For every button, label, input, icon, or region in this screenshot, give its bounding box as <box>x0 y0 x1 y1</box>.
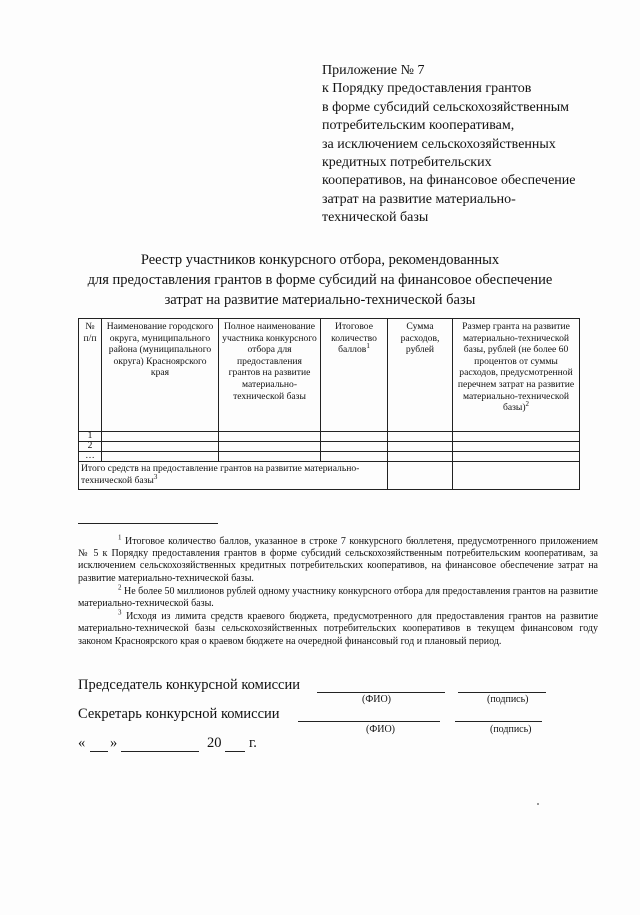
header-participant: Полное наименование участника конкурсного отбора для предоставления грантов на развитие материально-технической базы <box>219 319 321 432</box>
appendix-line: за исключением сельскохозяйственных <box>322 136 556 152</box>
appendix-line: Приложение № 7 <box>322 63 425 78</box>
table-cell <box>453 452 580 462</box>
footnote-mark-1: 1 <box>366 342 370 350</box>
secretary-signature-line <box>455 721 542 722</box>
date-year-prefix: 20 <box>207 735 222 751</box>
chairman-label: Председатель конкурсной комиссии <box>78 677 300 693</box>
table-row <box>79 432 580 442</box>
footnote-1: $^1$ Итоговое количество баллов, указанное в строке 7 конкурсного бюллетеня, предусмотренного приложением № 5 к Порядку предоставления грантов в форме субсидий сельскохозяйственным потребительским кооперативам, за исключением сельскохозяйственных кредитных потребительских кооперативов, на финансовое обеспечение затрат на развитие материально-технической базы. <box>78 533 599 584</box>
appendix-line: кооперативов, на финансовое обеспечение <box>322 173 576 189</box>
table-cell <box>102 442 219 452</box>
chairman-fio-line <box>317 692 445 693</box>
table-cell <box>388 462 453 490</box>
total-label: Итого средств на предоставление грантов на развитие материально-технической базы$^3$ <box>79 462 388 490</box>
table-cell <box>321 452 388 462</box>
footnote-3: $^3$ Исходя из лимита средств краевого бюджета, предусмотренного для предоставления грантов на развитие материально-технической базы сельскохозяйственных потребительских кооперативов в текущем финансовом году законом Красноярского края о краевом бюджете на очередной финансовый год и плановый период. <box>78 608 599 647</box>
secretary-fio-caption: (ФИО) <box>366 724 396 735</box>
header-expenses: Сумма расходов, рублей <box>388 319 453 432</box>
row-number: 2 <box>79 442 102 452</box>
table-cell <box>219 452 321 462</box>
chairman-signature-caption: (подпись) <box>487 694 529 705</box>
table-row <box>79 442 580 452</box>
registry-table <box>78 318 580 490</box>
table-cell <box>453 462 580 490</box>
document-title <box>60 250 580 310</box>
title-line: затрат на развитие материально-технической базы <box>164 292 476 308</box>
date-year-line <box>225 751 245 752</box>
table-cell <box>102 432 219 442</box>
table-total-row <box>79 462 580 490</box>
date-day-line <box>90 751 108 752</box>
header-score: Итоговое количество баллов$^1$ <box>321 319 388 432</box>
header-district: Наименование городского округа, муниципального района (муниципального округа) Красноярского края <box>102 319 219 432</box>
table-cell <box>102 452 219 462</box>
row-number: … <box>79 452 102 462</box>
appendix-line: затрат на развитие материально- <box>322 191 516 207</box>
chairman-fio-caption: (ФИО) <box>362 694 392 705</box>
secretary-signature-caption: (подпись) <box>490 724 532 735</box>
date-close-quote: » <box>110 735 118 751</box>
table-cell <box>388 432 453 442</box>
chairman-signature-line <box>458 692 546 693</box>
table-cell <box>321 442 388 452</box>
table-cell <box>388 442 453 452</box>
secretary-fio-line <box>298 721 440 722</box>
appendix-line: потребительским кооперативам, <box>322 118 515 134</box>
table-header-row <box>79 319 580 432</box>
title-line: для предоставления грантов в форме субсидий на финансовое обеспечение <box>87 272 553 288</box>
table-cell <box>388 452 453 462</box>
table-cell <box>219 432 321 442</box>
table-row <box>79 452 580 462</box>
footnote-mark-2: 2 <box>525 399 530 408</box>
date-month-line <box>121 751 199 752</box>
appendix-line: кредитных потребительских <box>322 155 492 171</box>
appendix-line: к Порядку предоставления грантов <box>322 81 532 97</box>
table-cell <box>219 442 321 452</box>
table-cell <box>453 432 580 442</box>
appendix-line: в форме субсидий сельскохозяйственным <box>322 99 570 115</box>
scan-speck <box>537 803 539 805</box>
date-open-quote: « <box>78 735 86 751</box>
header-number: № п/п <box>79 319 102 432</box>
footnote-separator <box>78 523 218 524</box>
table-cell <box>321 432 388 442</box>
footnotes <box>78 533 599 648</box>
header-grant: Размер гранта на развитие материально-технической базы, рублей (не более 60 процентов от суммы расходов, предусмотренной перечнем затрат на развитие материально-технической базы)$^2$ <box>453 319 580 432</box>
title-line: Реестр участников конкурсного отбора, рекомендованных <box>140 252 500 268</box>
table-cell <box>453 442 580 452</box>
footnote-2: $^2$ Не более 50 миллионов рублей одному участнику конкурсного отбора для предоставления грантов на развитие материально-технической базы. <box>78 583 598 610</box>
secretary-label: Секретарь конкурсной комиссии <box>78 706 280 722</box>
appendix-heading <box>322 62 612 228</box>
footnote-mark-3: 3 <box>153 472 158 481</box>
appendix-line: технической базы <box>322 210 429 226</box>
date-year-suffix: г. <box>249 735 257 751</box>
row-number: 1 <box>79 432 102 442</box>
